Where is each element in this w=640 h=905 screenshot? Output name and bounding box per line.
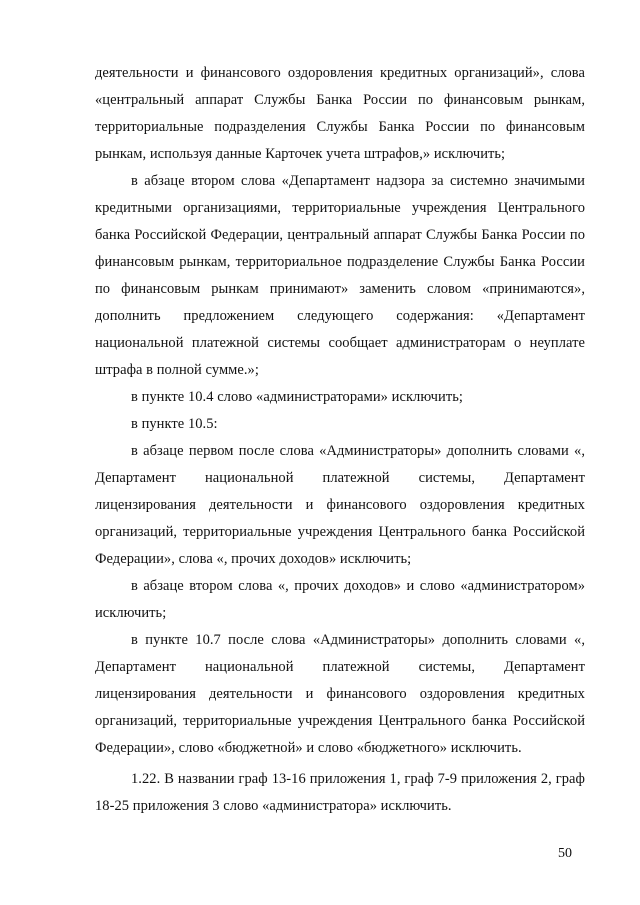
paragraph-punkt-10-5: в пункте 10.5: (131, 416, 218, 432)
paragraph-abzac-pervom: в абзаце первом после слова «Администраторы» дополнить словами «, Департамент национальной платежной системы, Департамент лицензирования деятельности и финансового оздоровления кредитных организаций, территориальные учреждения Центрального банка Российской Федерации», слова «, прочих доходов» исключить; (95, 443, 585, 567)
paragraph-punkt-10-7: в пункте 10.7 после слова «Администраторы» дополнить словами «, Департамент национальной платежной системы, Департамент лицензирования деятельности и финансового оздоровления кредитных организаций, территориальные учреждения Центрального банка Российской Федерации», слово «бюджетной» и слово «бюджетного» исключить. (95, 632, 585, 756)
document-body (95, 60, 585, 820)
paragraph-continuation: деятельности и финансового оздоровления кредитных организаций», слова «центральный аппарат Службы Банка России по финансовым рынкам, территориальные подразделения Службы Банка России по финансовым рынкам, используя данные Карточек учета штрафов,» исключить; (95, 65, 585, 162)
paragraph-abzac-vtorom-2: в абзаце втором слова «, прочих доходов» и слово «администратором» исключить; (95, 578, 585, 621)
page-number: 50 (558, 846, 572, 861)
paragraph-abzac-vtorom: в абзаце втором слова «Департамент надзора за системно значимыми кредитными организациями, территориальные учреждения Центрального банка Российской Федерации, центральный аппарат Службы Банка России по финансовым рынкам, территориальное подразделение Службы Банка России по финансовым рынкам принимают» заменить словом «принимаются», дополнить предложением следующего содержания: «Департамент национальной платежной системы сообщает администраторам о неуплате штрафа в полной сумме.»; (95, 173, 585, 378)
paragraph-1-22: 1.22. В названии граф 13-16 приложения 1, граф 7-9 приложения 2, граф 18-25 приложения 3 слово «администратора» исключить. (95, 771, 585, 814)
paragraph-punkt-10-4: в пункте 10.4 слово «администраторами» исключить; (131, 389, 463, 405)
